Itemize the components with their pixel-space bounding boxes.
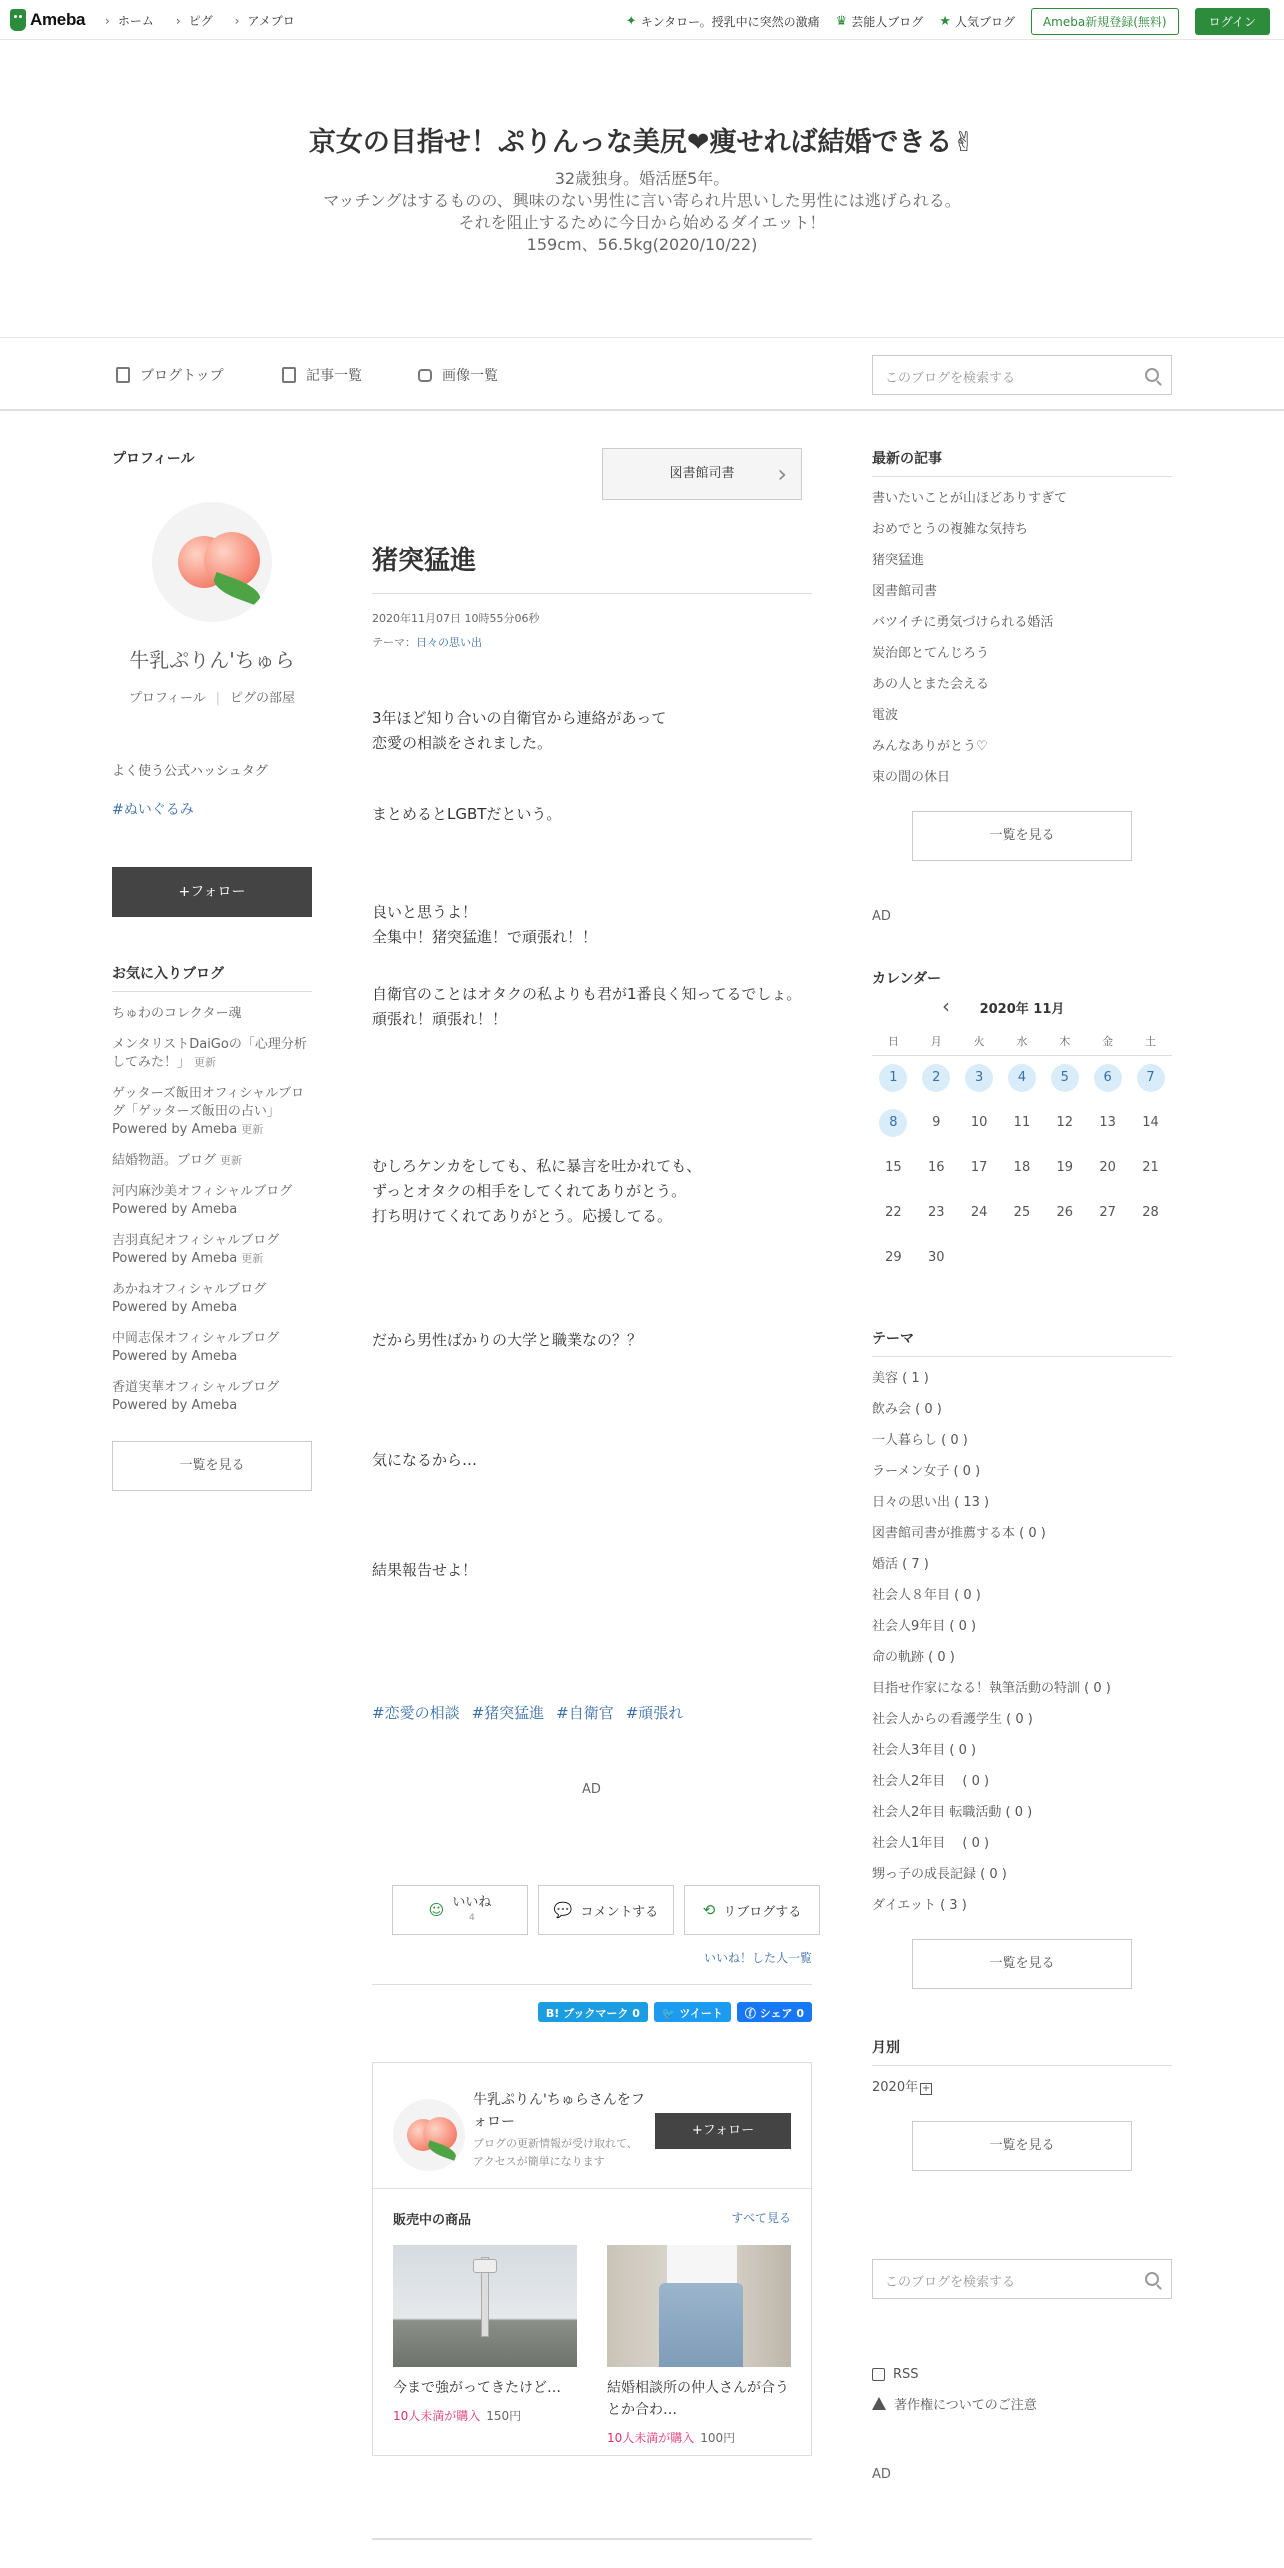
article-title[interactable]: 猪突猛進 <box>372 540 812 594</box>
product-badge: 10人未満が購入 <box>393 2409 481 2423</box>
celebrity-blog-link[interactable] <box>836 13 924 30</box>
article-line: まとめるとLGBTだという。 <box>372 805 562 823</box>
product-price: 150円 <box>486 2409 522 2423</box>
blog-desc-line: 159cm、56.5kg(2020/10/22) <box>526 235 758 254</box>
nav-pigg-link[interactable]: › ピグ <box>176 12 213 29</box>
calendar-day <box>872 1235 915 1280</box>
trend-link-label: キンタロー。授乳中に突然の激痛 <box>640 15 820 29</box>
recent-article-link[interactable]: 猪突猛進 <box>872 553 925 568</box>
calendar-weekday: 木 <box>1043 1027 1086 1055</box>
hashtag-link[interactable]: #恋愛の相談 <box>372 1704 460 1722</box>
article-line: 結果報告せよ！ <box>372 1561 478 1579</box>
article-actions <box>392 1885 820 1935</box>
recent-article-link[interactable]: 図書館司書 <box>872 584 938 599</box>
hashtag-link[interactable]: #猪突猛進 <box>471 1704 545 1722</box>
calendar-week-row <box>872 1100 1172 1145</box>
like-button[interactable] <box>392 1885 528 1935</box>
blog-top-label: ブログトップ <box>140 368 224 384</box>
follow-box-button[interactable]: +フォロー <box>655 2113 791 2149</box>
theme-link[interactable]: ラーメン女子 ( 0 ) <box>872 1464 981 1479</box>
calendar-month: 2020年 11月 <box>979 1002 1065 1017</box>
calendar-day-number: 22 <box>885 1204 902 1220</box>
calendar-day-number: 16 <box>927 1159 945 1175</box>
comment-button[interactable] <box>538 1885 674 1935</box>
ad-label: AD <box>872 2467 891 2482</box>
nav-home-link[interactable]: › ホーム <box>105 12 154 29</box>
recent-article-link[interactable]: おめでとうの複雑な気持ち <box>872 522 1029 537</box>
update-badge: 更新 <box>241 1123 264 1136</box>
favorite-blog-item[interactable] <box>112 1183 312 1219</box>
crown-icon: ♛ <box>835 14 848 29</box>
sparkle-icon: ✦ <box>625 14 637 29</box>
favorite-blog-name: 吉羽真紀オフィシャルブログ Powered by Ameba <box>112 1233 280 1266</box>
prev-article-button[interactable]: 図書館司書 › <box>602 448 802 500</box>
favorite-blog-item[interactable] <box>112 1281 312 1317</box>
calendar-day[interactable] <box>1086 1055 1129 1100</box>
calendar-day <box>1086 1145 1129 1190</box>
document-icon <box>116 367 130 383</box>
article-line: 3年ほど知り合いの自衛官から連絡があって <box>372 709 667 727</box>
product-name: 結婚相談所の仲人さんが合うとか合わ… <box>607 2380 789 2418</box>
calendar-day-number: 19 <box>1056 1159 1074 1175</box>
recent-article-link[interactable]: あの人とまた会える <box>872 677 990 692</box>
follow-button[interactable]: +フォロー <box>112 867 312 917</box>
favorite-blog-item[interactable] <box>112 1036 312 1072</box>
global-nav <box>105 12 295 29</box>
favorite-blogs-list <box>112 1005 312 1415</box>
article-bottom-divider <box>372 2538 812 2540</box>
update-badge: 更新 <box>241 1252 264 1265</box>
favorite-blog-name: 河内麻沙美オフィシャルブログ Powered by Ameba <box>112 1184 293 1217</box>
recent-title: 最新の記事 <box>872 448 1172 477</box>
calendar-day-number: 12 <box>1056 1114 1074 1130</box>
theme-link[interactable]: 美容 ( 1 ) <box>872 1371 929 1386</box>
calendar-day <box>1001 1235 1044 1280</box>
like-label: いいね <box>452 1894 492 1910</box>
product-name: 今まで強がってきたけど… <box>393 2380 561 2396</box>
reblog-icon: ⟲ <box>702 1901 716 1919</box>
article-line: 全集中！猪突猛進！で頑張れ！！ <box>372 928 598 946</box>
blog-desc-line: 32歳独身。婚活歴5年。 <box>554 169 730 188</box>
calendar-day <box>915 1235 958 1280</box>
theme-list <box>872 1370 1172 1915</box>
calendar-day-number: 21 <box>1142 1159 1159 1175</box>
facebook-icon: ⓕ <box>744 2007 756 2020</box>
calendar-day-number: 25 <box>1013 1204 1031 1220</box>
article-theme <box>372 634 482 650</box>
article-paragraph <box>372 1448 812 1473</box>
favorite-blog-name: ゲッターズ飯田オフィシャルブログ「ゲッターズ飯田の占い」Powered by Ameba <box>112 1086 305 1137</box>
calendar-day-number: 23 <box>927 1204 945 1220</box>
calendar-day <box>1086 1235 1129 1280</box>
calendar-day <box>1043 1145 1086 1190</box>
product-image-jeans <box>607 2245 791 2367</box>
follow-box-avatar[interactable] <box>393 2099 465 2171</box>
calendar-day <box>1043 1100 1086 1145</box>
shirt-shape <box>667 2245 737 2285</box>
image-list-label: 画像一覧 <box>442 368 498 384</box>
sidebar-search-input[interactable] <box>872 2259 1172 2299</box>
profile-links <box>112 687 312 706</box>
blog-desc-line: それを阻止するために今日から始めるダイエット！ <box>458 213 826 232</box>
calendar-day-number: 2 <box>922 1064 950 1092</box>
right-sidebar <box>872 448 1172 2482</box>
hashtag-link[interactable]: #頑張れ <box>625 1704 684 1722</box>
recent-list <box>872 490 1172 787</box>
blog-title[interactable]: 京女の目指せ！ぷりんっな美尻❤痩せれば結婚できる✌ <box>308 127 976 158</box>
search-placeholder: このブログを検索する <box>885 371 1016 386</box>
blog-search-input[interactable] <box>872 355 1172 395</box>
calendar-day <box>1043 1190 1086 1235</box>
recent-article-link[interactable]: バツイチに勇気づけられる婚活 <box>872 615 1054 630</box>
comment-label: コメントする <box>580 1904 659 1920</box>
follow-box-name: 牛乳ぷりん'ちゅらさんをフォロー <box>473 2092 645 2130</box>
search-placeholder: このブログを検索する <box>885 2275 1016 2290</box>
product-meta <box>607 2429 791 2446</box>
warning-icon <box>872 2397 886 2410</box>
like-count: 4 <box>468 1912 475 1923</box>
article-line: 気になるから… <box>372 1451 478 1469</box>
calendar-day-number: 24 <box>970 1204 988 1220</box>
favorite-blogs-title: お気に入りブログ <box>112 963 312 992</box>
calendar-day <box>958 1100 1001 1145</box>
follow-box-header <box>373 2063 811 2189</box>
theme-link[interactable]: 図書館司書が推薦する本 ( 0 ) <box>872 1526 1046 1541</box>
profile-title: プロフィール <box>112 451 195 467</box>
calendar-day <box>1129 1145 1172 1190</box>
calendar-weekday: 日 <box>872 1027 915 1055</box>
article-line: 打ち明けてくれてありがとう。応援してる。 <box>372 1207 673 1225</box>
calendar-week-row <box>872 1145 1172 1190</box>
recent-article-link[interactable]: 電波 <box>872 708 899 723</box>
calendar-day <box>915 1100 958 1145</box>
smile-icon: ☺ <box>428 1901 445 1919</box>
ad-label: AD <box>872 909 891 924</box>
article-line: ずっとオタクの相手をしてくれてありがとう。 <box>372 1182 687 1200</box>
article-paragraph <box>372 1558 812 1583</box>
search-icon[interactable] <box>1145 368 1159 382</box>
theme-link[interactable]: 婚活 ( 7 ) <box>872 1557 929 1572</box>
calendar-day <box>915 1190 958 1235</box>
favorites-more-button[interactable]: 一覧を見る <box>112 1441 312 1491</box>
article-paragraph <box>372 706 812 756</box>
image-list-link[interactable] <box>418 365 498 385</box>
monthly-year: 2020年 <box>872 2080 919 2095</box>
product-card[interactable] <box>607 2245 791 2446</box>
theme-link[interactable]: ダイエット ( 3 ) <box>872 1898 967 1913</box>
calendar-day-number: 11 <box>1013 1114 1031 1130</box>
calendar-day <box>958 1190 1001 1235</box>
theme-link[interactable]: 社会人3年目 ( 0 ) <box>872 1743 977 1758</box>
theme-link[interactable]: 社会人2年目 ( 0 ) <box>872 1774 990 1789</box>
article-line: 自衛官のことはオタクの私よりも君が1番良く知ってるでしょ。 <box>372 985 802 1003</box>
calendar-weekday: 月 <box>915 1027 958 1055</box>
camera-icon <box>418 369 432 382</box>
calendar-day-number: 13 <box>1099 1114 1116 1130</box>
favorite-blog-name: 香道実華オフィシャルブログ Powered by Ameba <box>112 1380 280 1413</box>
popular-blog-label: 人気ブログ <box>954 15 1015 29</box>
article-line: むしろケンカをしても、私に暴言を吐かれても、 <box>372 1157 702 1175</box>
blog-desc-line: マッチングはするものの、興味のない男性に言い寄られ片思いした男性には逃げられる。 <box>323 191 961 210</box>
logo-text: Ameba <box>30 10 86 29</box>
calendar-day-number: 5 <box>1051 1064 1079 1092</box>
calendar-day-number: 15 <box>885 1159 902 1175</box>
product-price: 100円 <box>700 2431 736 2445</box>
theme-more-button[interactable]: 一覧を見る <box>912 1939 1132 1989</box>
calendar-day[interactable] <box>1001 1055 1044 1100</box>
chevron-left-icon[interactable]: ‹ <box>942 994 950 1018</box>
rss-link[interactable] <box>872 2367 1172 2382</box>
calendar-day <box>1129 1235 1172 1280</box>
calendar-day-number: 1 <box>879 1064 907 1092</box>
monthly-title: 月別 <box>872 2037 1172 2066</box>
calendar-day <box>872 1145 915 1190</box>
recent-article-link[interactable]: 炭治郎とてんじろう <box>872 646 990 661</box>
calendar-day[interactable] <box>1129 1055 1172 1100</box>
products-see-all-link[interactable]: すべて見る <box>731 2211 791 2225</box>
tweet-label: ツイート <box>679 2007 723 2020</box>
monthly-more-button[interactable]: 一覧を見る <box>912 2121 1132 2171</box>
product-image-tower <box>393 2245 577 2367</box>
star-icon: ★ <box>939 14 951 29</box>
calendar-weekday: 金 <box>1086 1027 1129 1055</box>
trend-link[interactable] <box>626 13 820 30</box>
calendar-day-number: 4 <box>1008 1064 1036 1092</box>
calendar-day-number: 18 <box>1013 1159 1031 1175</box>
calendar-day-number: 29 <box>885 1249 902 1265</box>
article-paragraph <box>372 1154 812 1229</box>
favorite-blog-name: メンタリストDaiGoの「心理分析してみた！」 <box>112 1037 307 1070</box>
calendar-day-number: 27 <box>1099 1204 1116 1220</box>
search-icon[interactable] <box>1145 2272 1159 2286</box>
products-title: 販売中の商品 <box>393 2213 472 2228</box>
reblog-label: リブログする <box>723 1904 802 1920</box>
calendar-day <box>1001 1100 1044 1145</box>
article-paragraph <box>372 900 812 950</box>
calendar-day-number: 17 <box>970 1159 988 1175</box>
product-card[interactable] <box>393 2245 577 2424</box>
follow-box <box>372 2062 812 2456</box>
theme-link[interactable]: 飲み会 ( 0 ) <box>872 1402 942 1417</box>
article-line: だから男性ばかりの大学と職業なの？？ <box>372 1331 643 1349</box>
expand-icon[interactable]: + <box>921 2083 931 2094</box>
calendar-day-number: 8 <box>879 1109 907 1137</box>
entry-list-link[interactable] <box>282 365 362 385</box>
profile-avatar[interactable] <box>152 502 272 622</box>
jeans-shape <box>659 2283 743 2367</box>
tweet-button[interactable] <box>654 2002 731 2022</box>
theme-title: テーマ <box>872 1328 1172 1357</box>
theme-link[interactable]: 甥っ子の成長記録 ( 0 ) <box>872 1867 1007 1882</box>
favorite-blog-name: 結婚物語。ブログ <box>112 1153 217 1168</box>
favorite-blog-item[interactable] <box>112 1152 312 1170</box>
blog-nav <box>0 337 1284 411</box>
copyright-link[interactable] <box>872 2394 1172 2413</box>
favorite-blog-item[interactable] <box>112 1330 312 1366</box>
calendar-table <box>872 1027 1172 1280</box>
favorite-blog-name: 中岡志保オフィシャルブログ Powered by Ameba <box>112 1331 280 1364</box>
blog-top-link[interactable] <box>116 365 224 385</box>
blog-description <box>0 168 1284 256</box>
calendar-day-number: 6 <box>1094 1064 1122 1092</box>
calendar-day <box>1129 1190 1172 1235</box>
calendar-day-number: 3 <box>965 1064 993 1092</box>
calendar-day <box>1043 1235 1086 1280</box>
profile-link[interactable]: プロフィール <box>128 691 206 706</box>
calendar-day-number: 30 <box>927 1249 945 1265</box>
ameba-logo-icon <box>10 9 26 31</box>
article-paragraph <box>372 1328 812 1353</box>
calendar-day[interactable] <box>872 1100 915 1145</box>
article-line: 良いと思うよ！ <box>372 903 478 921</box>
recent-article-link[interactable]: みんなありがとう♡ <box>872 739 988 754</box>
like-list-link[interactable]: いいね！した人一覧 <box>372 1949 812 1985</box>
article-line: 恋愛の相談をされました。 <box>372 734 553 752</box>
calendar-day[interactable] <box>872 1055 915 1100</box>
favorite-blog-item[interactable] <box>112 1005 312 1023</box>
calendar-day <box>1086 1100 1129 1145</box>
theme-link[interactable]: 社会人2年目 転職活動 ( 0 ) <box>872 1805 1033 1820</box>
share-buttons <box>538 2002 812 2022</box>
hashtag-title: よく使う公式ハッシュタグ <box>112 764 268 779</box>
entry-list-label: 記事一覧 <box>306 368 362 384</box>
left-sidebar <box>112 448 312 1491</box>
theme-link[interactable]: 社会人からの看護学生 ( 0 ) <box>872 1712 1033 1727</box>
recent-more-button[interactable]: 一覧を見る <box>912 811 1132 861</box>
calendar-day[interactable] <box>915 1055 958 1100</box>
calendar-day <box>958 1145 1001 1190</box>
global-header <box>0 0 1284 40</box>
hashtag-link[interactable]: #ぬいぐるみ <box>112 802 194 818</box>
hatena-label: B! ブックマーク <box>545 2007 629 2020</box>
theme-link[interactable]: 社会人9年目 ( 0 ) <box>872 1619 977 1634</box>
calendar-day-number: 14 <box>1142 1114 1159 1130</box>
celebrity-blog-label: 芸能人ブログ <box>851 15 924 29</box>
theme-link[interactable]: 一人暮らし ( 0 ) <box>872 1433 968 1448</box>
calendar-day <box>1001 1190 1044 1235</box>
article-paragraph <box>372 802 812 827</box>
calendar-week-row <box>872 1235 1172 1280</box>
register-button[interactable]: Ameba新規登録(無料) <box>1031 8 1179 35</box>
hashtag-link[interactable]: #自衛官 <box>556 1704 614 1722</box>
product-badge: 10人未満が購入 <box>607 2431 695 2445</box>
theme-link[interactable]: 社会人1年目 ( 0 ) <box>872 1836 990 1851</box>
calendar-weekday: 土 <box>1129 1027 1172 1055</box>
hatena-bookmark-button[interactable] <box>538 2002 648 2022</box>
calendar-day <box>958 1235 1001 1280</box>
calendar-day-number: 26 <box>1056 1204 1074 1220</box>
rss-icon <box>872 2368 885 2381</box>
hatena-count: 0 <box>632 2007 640 2020</box>
favorite-blog-item[interactable] <box>112 1232 312 1268</box>
facebook-count: 0 <box>796 2007 804 2020</box>
ad-label: AD <box>582 1782 601 1797</box>
calendar-day-number: 28 <box>1142 1204 1159 1220</box>
favorite-blog-name: あかねオフィシャルブログ Powered by Ameba <box>112 1282 267 1315</box>
facebook-label: シェア <box>759 2007 793 2020</box>
favorite-blog-item[interactable] <box>112 1379 312 1415</box>
popular-blog-link[interactable] <box>939 13 1015 30</box>
calendar-weekday-row <box>872 1027 1172 1055</box>
product-meta <box>393 2407 577 2424</box>
ameba-logo[interactable] <box>10 9 85 31</box>
theme-link[interactable]: 目指せ作家になる！執筆活動の特訓 ( 0 ) <box>872 1681 1111 1696</box>
article-date: 2020年11月07日 10時55分06秒 <box>372 612 540 625</box>
nav-ameblo-link[interactable]: › アメブロ <box>235 12 295 29</box>
calendar-day-number: 7 <box>1137 1064 1165 1092</box>
calendar-day-number: 9 <box>932 1114 941 1130</box>
calendar-day <box>1001 1145 1044 1190</box>
reblog-button[interactable] <box>684 1885 820 1935</box>
twitter-icon: 🐦 <box>661 2007 676 2020</box>
comment-icon: 💬 <box>553 1901 573 1919</box>
theme-link[interactable]: 社会人８年目 ( 0 ) <box>872 1588 981 1603</box>
pigg-room-link[interactable]: | ピグの部屋 <box>206 691 295 706</box>
calendar-week-row <box>872 1190 1172 1235</box>
theme-link[interactable]: 命の軌跡 ( 0 ) <box>872 1650 955 1665</box>
calendar-day <box>1129 1100 1172 1145</box>
theme-label: テーマ： <box>372 636 416 649</box>
calendar-day <box>915 1145 958 1190</box>
monthly-year-link[interactable] <box>872 2079 1172 2097</box>
tower-top-shape <box>473 2259 497 2273</box>
facebook-share-button[interactable] <box>737 2002 812 2022</box>
favorite-blog-item[interactable] <box>112 1085 312 1139</box>
theme-link[interactable]: 日々の思い出 ( 13 ) <box>872 1495 990 1510</box>
update-badge: 更新 <box>220 1154 243 1167</box>
update-badge: 更新 <box>194 1056 217 1069</box>
calendar-day-number: 20 <box>1099 1159 1116 1175</box>
recent-article-link[interactable]: 書いたいことが山ほどありすぎて <box>872 491 1068 506</box>
blog-header <box>0 40 1284 337</box>
calendar-weekday: 水 <box>1001 1027 1044 1055</box>
rss-label: RSS <box>893 2367 919 2382</box>
copy-icon <box>282 367 296 383</box>
favorite-blog-name: ちゅわのコレクター魂 <box>112 1006 242 1021</box>
article-tags <box>372 1702 683 1723</box>
calendar-day <box>872 1190 915 1235</box>
article-paragraph <box>372 982 812 1032</box>
calendar-day <box>1086 1190 1129 1235</box>
theme-link[interactable]: 日々の思い出 <box>416 636 482 649</box>
follow-box-description: ブログの更新情報が受け取れて、アクセスが簡単になります <box>473 2137 638 2168</box>
calendar-weekday: 火 <box>958 1027 1001 1055</box>
article-line: 頑張れ！頑張れ！！ <box>372 1010 508 1028</box>
copyright-label: 著作権についてのご注意 <box>894 2398 1037 2413</box>
recent-article-link[interactable]: 束の間の休日 <box>872 770 951 785</box>
header-right <box>626 8 1270 35</box>
calendar-day[interactable] <box>958 1055 1001 1100</box>
login-button[interactable]: ログイン <box>1195 8 1270 35</box>
calendar-day-number: 10 <box>970 1114 988 1130</box>
calendar-week-row <box>872 1055 1172 1100</box>
calendar-header <box>872 994 1172 1018</box>
calendar-day[interactable] <box>1043 1055 1086 1100</box>
calendar-title: カレンダー <box>872 971 942 987</box>
profile-name[interactable]: 牛乳ぷりん'ちゅら <box>129 648 295 672</box>
